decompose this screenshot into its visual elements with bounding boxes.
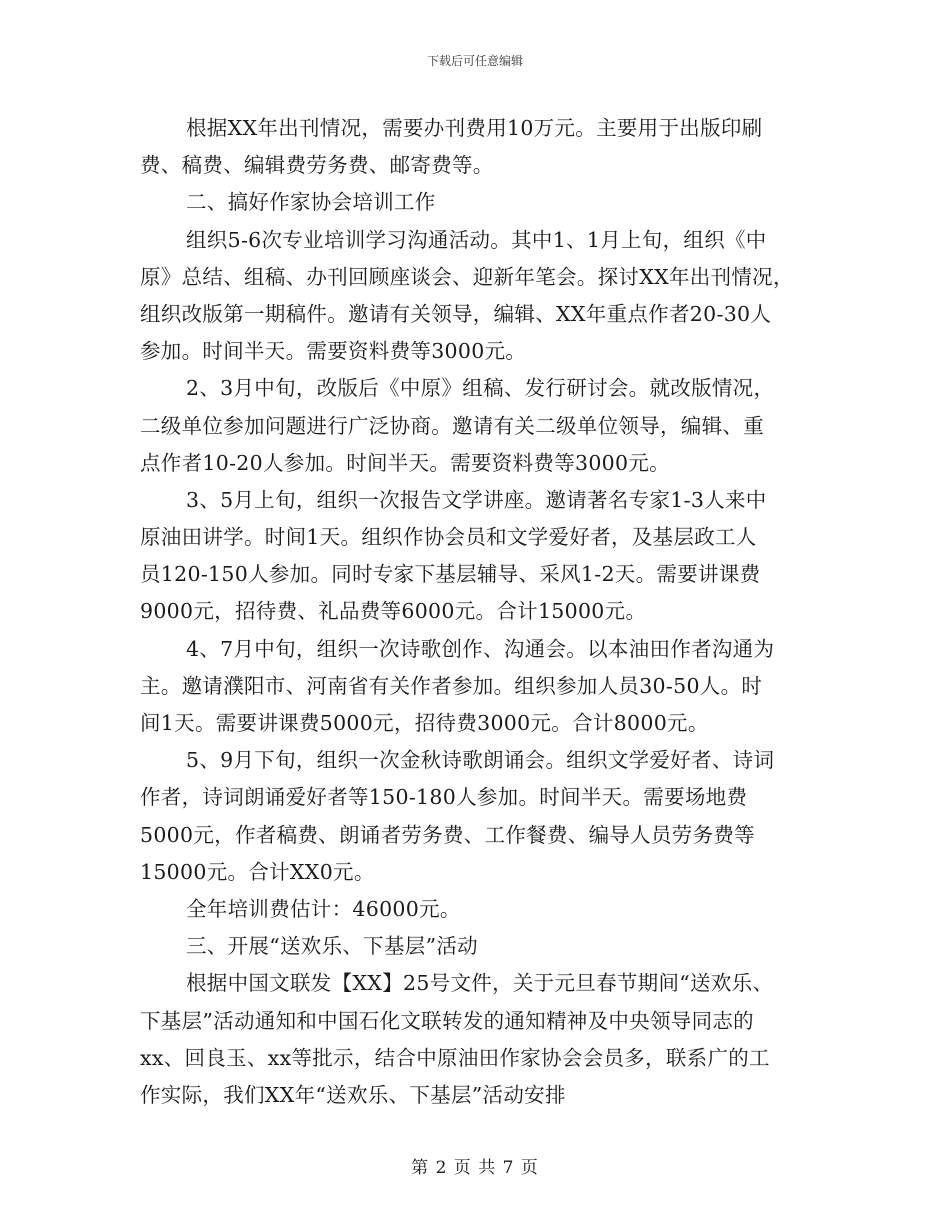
download-note: 下载后可任意编辑 (426, 54, 523, 68)
text-line: 作者，诗词朗诵爱好者等150-180人参加。时间半天。需要场地费 (140, 785, 748, 810)
text-line: 4、7月中旬，组织一次诗歌创作、沟通会。以本油田作者沟通为 (186, 636, 775, 661)
text-line: 3、5月上旬，组织一次报告文学讲座。邀请著名专家1-3人来中 (186, 487, 767, 512)
text-line: 5000元，作者稿费、朗诵者劳务费、工作餐费、编导人员劳务费等 (140, 822, 755, 847)
text-line: 根据XX年出刊情况，需要办刊费用10万元。主要用于出版印刷 (186, 116, 763, 140)
text-line: 点作者10-20人参加。时间半天。需要资料费等3000元。 (140, 450, 670, 475)
text-line: 原》总结、组稿、办刊回顾座谈会、迎新年笔会。探讨XX年出刊情况， (140, 264, 794, 289)
text-line: 5、9月下旬，组织一次金秋诗歌朗诵会。组织文学爱好者、诗词 (186, 748, 775, 773)
page-number: 第 2 页 共 7 页 (411, 1158, 539, 1178)
text-line: 9000元，招待费、礼品费等6000元。合计15000元。 (140, 599, 647, 624)
section-heading: 三、开展“送欢乐、下基层”活动 (186, 934, 478, 959)
text-line: 全年培训费估计：46000元。 (186, 896, 461, 921)
text-line: 费、稿费、编辑费劳务费、邮寄费等。 (140, 153, 494, 178)
section-heading: 二、搞好作家协会培训工作 (186, 190, 436, 215)
text-line: 作实际，我们XX年“送欢乐、下基层”活动安排 (140, 1082, 566, 1107)
text-line: 根据中国文联发【XX】25号文件，关于元旦春节期间“送欢乐、 (186, 971, 774, 996)
text-line: 原油田讲学。时间1天。组织作协会员和文学爱好者，及基层政工人 (140, 525, 757, 550)
text-line: xx、回良玉、xx等批示，结合中原油田作家协会会员多，联系广的工 (140, 1045, 770, 1070)
text-line: 主。邀请濮阳市、河南省有关作者参加。组织参加人员30-50人。时 (140, 673, 763, 698)
text-line: 下基层”活动通知和中国石化文联转发的通知精神及中央领导同志的 (140, 1008, 754, 1033)
text-line: 组织5-6次专业培训学习沟通活动。其中1、1月上旬，组织《中 (186, 227, 767, 252)
text-line: 参加。时间半天。需要资料费等3000元。 (140, 339, 527, 364)
text-line: 15000元。合计XX0元。 (140, 859, 375, 884)
text-line: 组织改版第一期稿件。邀请有关领导，编辑、XX年重点作者20-30人 (140, 301, 772, 326)
text-line: 员120-150人参加。同时专家下基层辅导、采风1-2天。需要讲课费 (140, 562, 761, 587)
document-body (140, 110, 820, 1114)
text-line: 2、3月中旬，改版后《中原》组稿、发行研讨会。就改版情况， (186, 376, 775, 401)
text-line: 二级单位参加问题进行广泛协商。邀请有关二级单位领导，编辑、重 (140, 413, 764, 438)
text-line: 间1天。需要讲课费5000元，招待费3000元。合计8000元。 (140, 711, 709, 735)
